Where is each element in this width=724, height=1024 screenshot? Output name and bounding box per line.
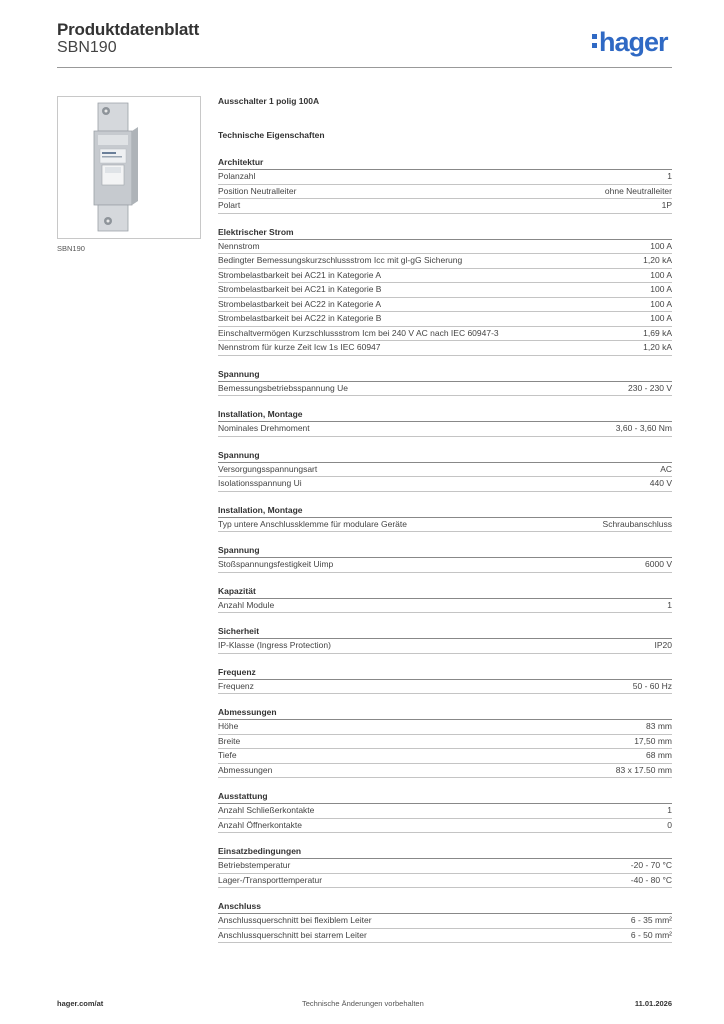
spec-value: 1 (667, 599, 672, 610)
spec-section (218, 369, 672, 397)
spec-value: 100 A (650, 284, 672, 294)
spec-value: 230 - 230 V (628, 382, 672, 393)
spec-row (218, 749, 672, 764)
spec-value: 1,69 kA (643, 327, 672, 338)
spec-label: Lager-/Transporttemperatur (218, 874, 323, 885)
spec-label: Abmessungen (218, 764, 273, 775)
spec-value: 1,20 kA (643, 342, 672, 352)
section-title: Anschluss (218, 901, 672, 914)
spec-row (218, 422, 672, 437)
spec-section (218, 901, 672, 943)
spec-section (218, 791, 672, 833)
spec-label: Anschlussquerschnitt bei starrem Leiter (218, 929, 367, 940)
spec-label: Bemessungsbetriebsspannung Ue (218, 382, 348, 393)
spec-value: 440 V (649, 478, 672, 488)
section-title: Kapazität (218, 586, 672, 599)
spec-label: Betriebstemperatur (218, 860, 291, 870)
spec-label: Anschlussquerschnitt bei flexiblem Leiter (218, 915, 372, 925)
product-image (57, 96, 201, 239)
spec-label: Strombelastbarkeit bei AC21 in Kategorie A (218, 269, 382, 280)
spec-row (218, 914, 672, 929)
section-title: Spannung (218, 450, 672, 463)
spec-label: Nennstrom (218, 240, 260, 251)
spec-row (218, 558, 672, 573)
spec-row (218, 312, 672, 327)
spec-value: 6 - 35 mm² (630, 915, 672, 925)
spec-section (218, 227, 672, 356)
section-title: Architektur (218, 157, 672, 170)
spec-label: Anzahl Schließerkontakte (218, 805, 315, 815)
header-divider (57, 67, 672, 68)
spec-row (218, 199, 672, 214)
section-title: Spannung (218, 369, 672, 382)
spec-row (218, 327, 672, 342)
spec-label: Bedingter Bemessungskurzschlussstrom Icc mit gl-gG Sicherung (218, 255, 463, 265)
spec-value: 83 mm (646, 721, 672, 731)
spec-label: Strombelastbarkeit bei AC22 in Kategorie B (218, 313, 382, 323)
spec-label: Position Neutralleiter (218, 185, 297, 196)
spec-value: -40 - 80 °C (630, 874, 672, 885)
spec-value: 100 A (650, 313, 672, 323)
spec-value: ohne Neutralleiter (604, 185, 672, 196)
hager-logo (592, 27, 668, 57)
spec-label: Frequenz (218, 680, 254, 691)
spec-section (218, 409, 672, 437)
spec-value: 100 A (650, 240, 672, 251)
section-title: Elektrischer Strom (218, 227, 672, 240)
spec-label: IP-Klasse (Ingress Protection) (218, 640, 331, 650)
section-title: Sicherheit (218, 626, 672, 639)
spec-row (218, 599, 672, 614)
spec-row (218, 874, 672, 889)
spec-label: Stoßspannungsfestigkeit Uimp (218, 559, 334, 569)
tech-heading: Technische Eigenschaften (218, 130, 325, 140)
spec-row (218, 283, 672, 298)
spec-row (218, 764, 672, 779)
spec-row (218, 254, 672, 269)
spec-label: Strombelastbarkeit bei AC22 in Kategorie A (218, 298, 382, 309)
spec-row (218, 477, 672, 492)
spec-row (218, 859, 672, 874)
spec-row (218, 463, 672, 478)
spec-section (218, 586, 672, 614)
spec-label: Anzahl Module (218, 599, 275, 610)
spec-value: 6000 V (645, 559, 672, 569)
spec-label: Polart (218, 200, 241, 210)
spec-label: Polanzahl (218, 171, 256, 181)
spec-row (218, 720, 672, 735)
spec-row (218, 804, 672, 819)
spec-label: Nominales Drehmoment (218, 423, 310, 433)
spec-value: -20 - 70 °C (630, 860, 672, 870)
spec-value: 100 A (650, 298, 672, 309)
spec-value: 6 - 50 mm² (630, 929, 672, 940)
spec-value: 17,50 mm (634, 735, 672, 746)
section-title: Installation, Montage (218, 409, 672, 422)
spec-value: 0 (667, 819, 672, 830)
spec-value: IP20 (654, 640, 672, 650)
spec-section (218, 545, 672, 573)
footer-disclaimer: Technische Änderungen vorbehalten (302, 999, 424, 1008)
spec-row (218, 170, 672, 185)
circuit-breaker-illustration (58, 97, 200, 238)
spec-value: 100 A (650, 269, 672, 280)
section-title: Spannung (218, 545, 672, 558)
section-title: Einsatzbedingungen (218, 846, 672, 859)
spec-label: Typ untere Anschlussklemme für modulare Geräte (218, 518, 407, 529)
section-title: Installation, Montage (218, 505, 672, 518)
image-caption: SBN190 (57, 244, 85, 253)
spec-section (218, 846, 672, 888)
spec-sections (218, 157, 672, 943)
spec-row (218, 518, 672, 533)
spec-value: 1,20 kA (643, 255, 672, 265)
spec-value: 1 (667, 171, 672, 181)
page-subtitle: SBN190 (57, 39, 117, 56)
content (218, 96, 672, 943)
spec-row (218, 680, 672, 695)
section-title: Frequenz (218, 667, 672, 680)
spec-row (218, 240, 672, 255)
spec-row (218, 819, 672, 834)
spec-value: 1 (667, 805, 672, 815)
spec-label: Breite (218, 735, 241, 746)
spec-value: AC (660, 463, 672, 474)
spec-row (218, 185, 672, 200)
spec-label: Nennstrom für kurze Zeit Icw 1s IEC 60947 (218, 342, 381, 352)
spec-section (218, 505, 672, 533)
spec-label: Versorgungsspannungsart (218, 463, 318, 474)
spec-row (218, 929, 672, 944)
spec-section (218, 450, 672, 492)
spec-row (218, 382, 672, 397)
section-title: Abmessungen (218, 707, 672, 720)
spec-value: Schraubanschluss (602, 518, 672, 529)
spec-label: Anzahl Öffnerkontakte (218, 819, 302, 830)
spec-value: 68 mm (646, 750, 672, 760)
spec-label: Isolationsspannung Ui (218, 478, 302, 488)
spec-section (218, 626, 672, 654)
logo-dots-icon (592, 34, 598, 52)
spec-row (218, 639, 672, 654)
spec-section (218, 667, 672, 695)
spec-value: 3,60 - 3,60 Nm (615, 423, 672, 433)
spec-row (218, 341, 672, 356)
page-title: Produktdatenblatt (57, 20, 200, 39)
spec-row (218, 269, 672, 284)
spec-value: 1P (661, 200, 672, 210)
footer-date: 11.01.2026 (634, 999, 672, 1008)
spec-label: Tiefe (218, 750, 237, 760)
spec-section (218, 157, 672, 214)
spec-section (218, 707, 672, 778)
spec-value: 50 - 60 Hz (632, 680, 672, 691)
footer-website: hager.com/at (57, 999, 104, 1008)
spec-row (218, 298, 672, 313)
product-name: Ausschalter 1 polig 100A (218, 96, 320, 106)
spec-label: Strombelastbarkeit bei AC21 in Kategorie B (218, 284, 382, 294)
spec-label: Einschaltvermögen Kurzschlussstrom Icm bei 240 V AC nach IEC 60947-3 (218, 327, 499, 338)
spec-label: Höhe (218, 721, 239, 731)
section-title: Ausstattung (218, 791, 672, 804)
spec-row (218, 735, 672, 750)
logo-text: hager (599, 27, 668, 57)
spec-value: 83 x 17.50 mm (615, 764, 672, 775)
